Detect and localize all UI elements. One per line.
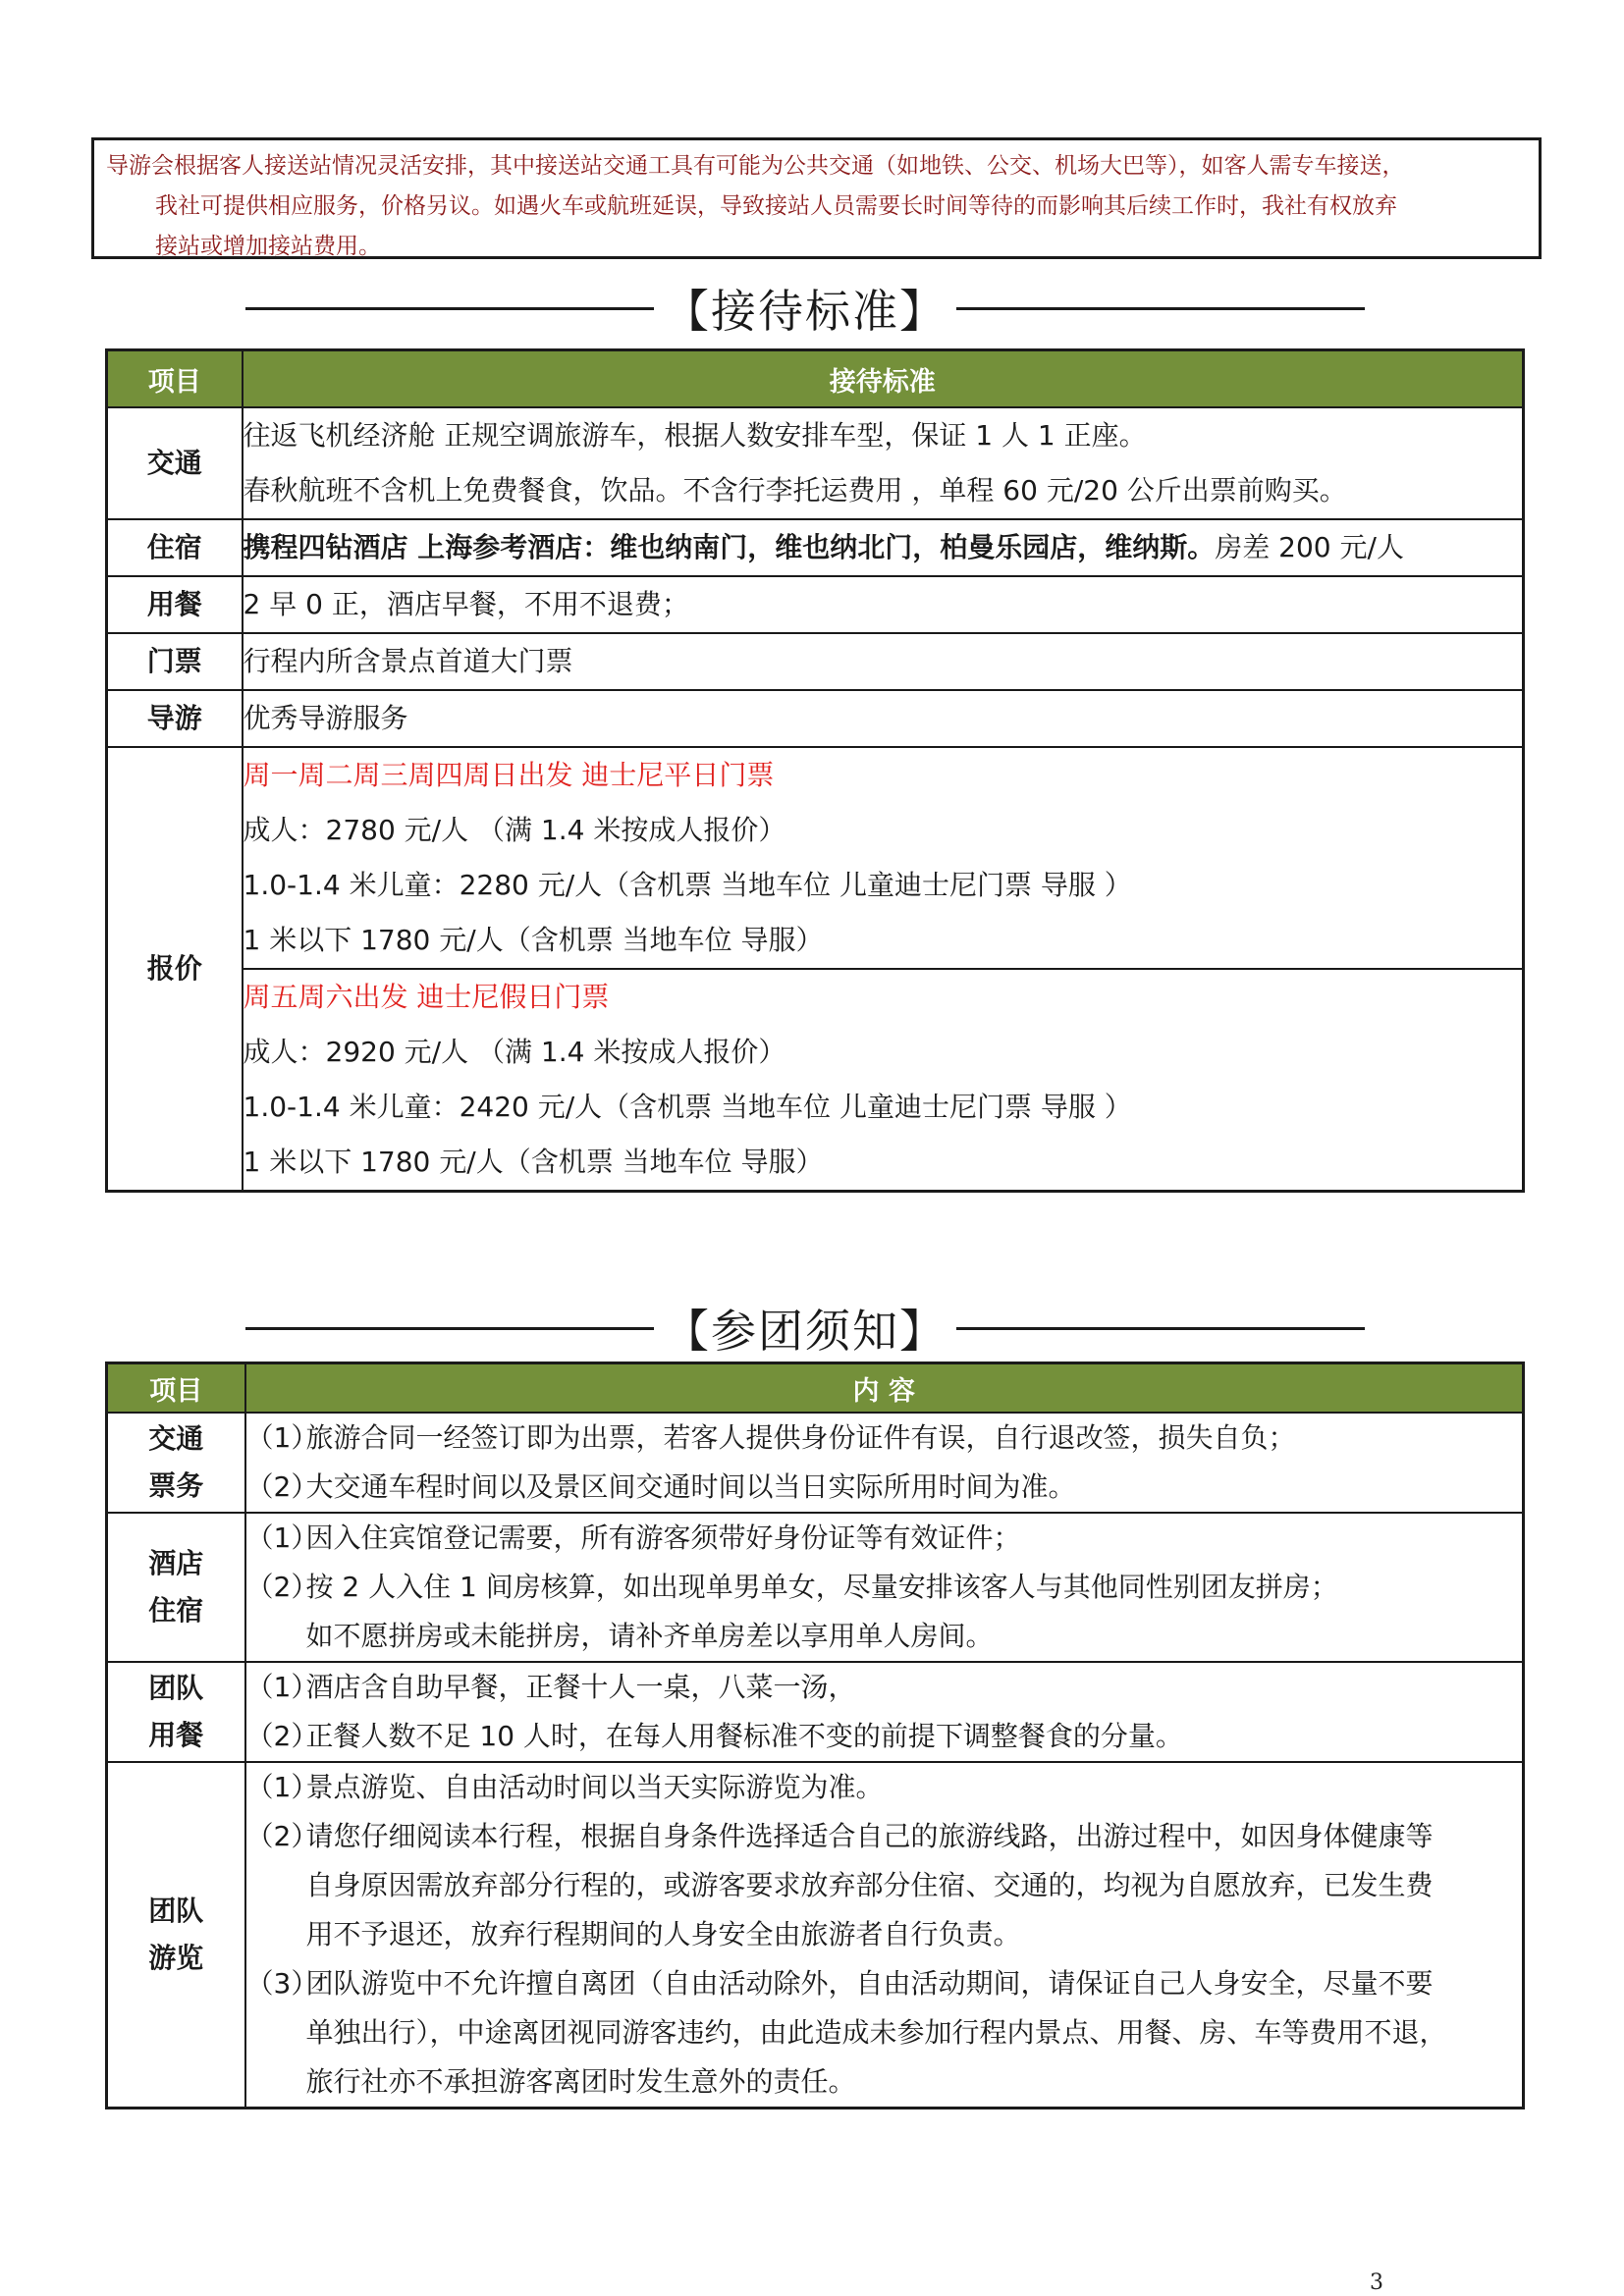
list-item [246,1414,1523,1463]
item-text: 景点游览、自由活动时间以当天实际游览为准。 [305,1771,884,1803]
transport-label: 交通 [107,407,243,519]
touring-label [107,1762,245,2109]
title-rule-left [245,307,654,310]
notice-line-1: 导游会根据客人接送站情况灵活安排，其中接送站交通工具有可能为公共交通（如地铁、公交、机场大巴等），如客人需专车接送， [106,153,1405,179]
item-continuation: 用不予退还，放弃行程期间的人身安全由旅游者自行负责。 [305,1918,1021,1950]
table-row [107,1762,1524,2109]
title-rule-right [956,307,1365,310]
tickets-content [243,633,1524,690]
item-continuation: 单独出行），中途离团视同游客违约，由此造成未参加行程内景点、用餐、房、车等费用不退， [305,2016,1447,2049]
dining-content [245,1662,1524,1762]
list-item [246,1763,1523,1812]
touring-label-2: 游览 [148,1942,204,1974]
price-weekend [243,969,1524,1192]
table-row [107,407,1524,519]
ticketing-label [107,1413,245,1513]
item-text: 酒店含自助早餐，正餐十人一桌，八菜一汤， [305,1671,856,1703]
list-item [246,1514,1523,1563]
item-text: 正餐人数不足 10 人时，在每人用餐标准不变的前提下调整餐食的分量。 [305,1720,1183,1752]
reception-table [105,348,1525,1193]
price-weekday [243,747,1524,969]
notes-table [105,1362,1525,2109]
hotel-label: 住宿 [107,519,243,576]
hotel-bold-text: 携程四钻酒店 上海参考酒店：维也纳南门，维也纳北门，柏曼乐园店，维纳斯。 [243,531,1216,563]
lodging-continuation: 如不愿拼房或未能拼房，请补齐单房差以享用单人房间。 [305,1620,994,1652]
meals-text: 2 早 0 正，酒店早餐，不用不退费； [243,588,689,620]
item-number: （2） [245,1820,319,1852]
table-row [107,633,1524,690]
guide-text: 优秀导游服务 [243,702,408,734]
item-text: 大交通车程时间以及景区间交通时间以当日实际所用时间为准。 [305,1470,1076,1503]
transport-content [243,407,1524,519]
dining-label-1: 团队 [148,1672,204,1704]
list-item [246,1712,1523,1761]
table-row [107,519,1524,576]
price-weekday-infant: 1 米以下 1780 元/人（含机票 当地车位 导服） [243,924,824,956]
meals-label: 用餐 [107,576,243,633]
item-number: （1） [245,1671,319,1703]
tickets-label: 门票 [107,633,243,690]
list-item [246,1959,1523,2008]
notice-line-3: 接站或增加接站费用。 [155,234,381,259]
lodging-label-1: 酒店 [148,1547,204,1579]
price-weekend-child: 1.0-1.4 米儿童：2420 元/人（含机票 当地车位 儿童迪士尼门票 导服 ） [243,1091,1132,1123]
item-number: （3） [245,1967,319,2000]
title-rule-left [245,1327,654,1330]
notes-title-text: 【参团须知】 [664,1305,947,1358]
item-number: （2） [245,1571,319,1603]
item-text: 按 2 人入住 1 间房核算，如出现单男单女，尽量安排该客人与其他同性别团友拼房； [305,1571,1338,1603]
dining-label-2: 用餐 [148,1719,204,1751]
dining-label [107,1662,245,1762]
item-continuation: 旅行社亦不承担游客离团时发生意外的责任。 [305,2065,856,2098]
price-weekday-child: 1.0-1.4 米儿童：2280 元/人（含机票 当地车位 儿童迪士尼门票 导服 ） [243,869,1132,901]
notes-col-item: 项目 [107,1363,245,1414]
guide-content [243,690,1524,747]
notes-col-content: 内 容 [245,1363,1524,1414]
price-weekday-adult: 成人：2780 元/人 （满 1.4 米按成人报价） [243,814,786,846]
hotel-content [243,519,1524,576]
notice-box [91,137,1542,259]
touring-content [245,1762,1524,2109]
item-text: 请您仔细阅读本行程，根据自身条件选择适合自己的旅游线路，出游过程中，如因身体健康等 [305,1820,1434,1852]
notes-section-title [245,1294,1365,1362]
touring-label-1: 团队 [148,1895,204,1927]
reception-col-content: 接待标准 [243,350,1524,408]
transport-line-1: 往返飞机经济舱 正规空调旅游车，根据人数安排车型，保证 1 人 1 正座。 [243,419,1147,452]
reception-col-item: 项目 [107,350,243,408]
table-row [107,1513,1524,1662]
item-text: 因入住宾馆登记需要，所有游客须带好身份证等有效证件； [305,1522,1021,1554]
list-item [246,1563,1523,1612]
ticketing-label-1: 交通 [148,1422,204,1455]
price-label: 报价 [107,747,243,1192]
item-number: （1） [245,1771,319,1803]
item-number: （1） [245,1522,319,1554]
item-number: （1） [245,1421,319,1454]
reception-section-title [245,274,1365,343]
page-number: 3 [1370,2270,1383,2295]
lodging-label-2: 住宿 [148,1594,204,1627]
price-weekend-infant: 1 米以下 1780 元/人（含机票 当地车位 导服） [243,1146,824,1178]
table-row [107,576,1524,633]
transport-line-2: 春秋航班不含机上免费餐食，饮品。不含行李托运费用 ，单程 60 元/20 公斤出票前购买。 [243,474,1347,507]
lodging-label [107,1513,245,1662]
item-text: 旅游合同一经签订即为出票，若客人提供身份证件有误，自行退改签，损失自负； [305,1421,1296,1454]
title-rule-right [956,1327,1365,1330]
list-item [246,1663,1523,1712]
item-continuation: 自身原因需放弃部分行程的，或游客要求放弃部分住宿、交通的，均视为自愿放弃，已发生费 [305,1869,1434,1901]
price-weekday-heading: 周一周二周三周四周日出发 迪士尼平日门票 [243,759,775,791]
list-item [246,1463,1523,1512]
table-row [107,1413,1524,1513]
hotel-room-diff: 房差 200 元/人 [1215,531,1404,563]
table-row [107,969,1524,1192]
item-number: （2） [245,1470,319,1503]
guide-label: 导游 [107,690,243,747]
meals-content [243,576,1524,633]
item-number: （2） [245,1720,319,1752]
reception-header-row [107,350,1524,408]
tickets-text: 行程内所含景点首道大门票 [243,645,573,677]
table-row [107,747,1524,969]
table-row [107,1662,1524,1762]
list-item [246,1812,1523,1861]
notice-line-2: 我社可提供相应服务，价格另议。如遇火车或航班延误，导致接站人员需要长时间等待的而影响其后续工作时，我社有权放弃 [155,193,1397,219]
table-row [107,690,1524,747]
ticketing-content [245,1413,1524,1513]
reception-title-text: 【接待标准】 [664,285,947,338]
notes-header-row [107,1363,1524,1414]
ticketing-label-2: 票务 [148,1469,204,1502]
lodging-content [245,1513,1524,1662]
price-weekend-adult: 成人：2920 元/人 （满 1.4 米按成人报价） [243,1036,786,1068]
item-text: 团队游览中不允许擅自离团（自由活动除外，自由活动期间，请保证自己人身安全，尽量不要 [305,1967,1434,2000]
price-weekend-heading: 周五周六出发 迪士尼假日门票 [243,981,610,1013]
